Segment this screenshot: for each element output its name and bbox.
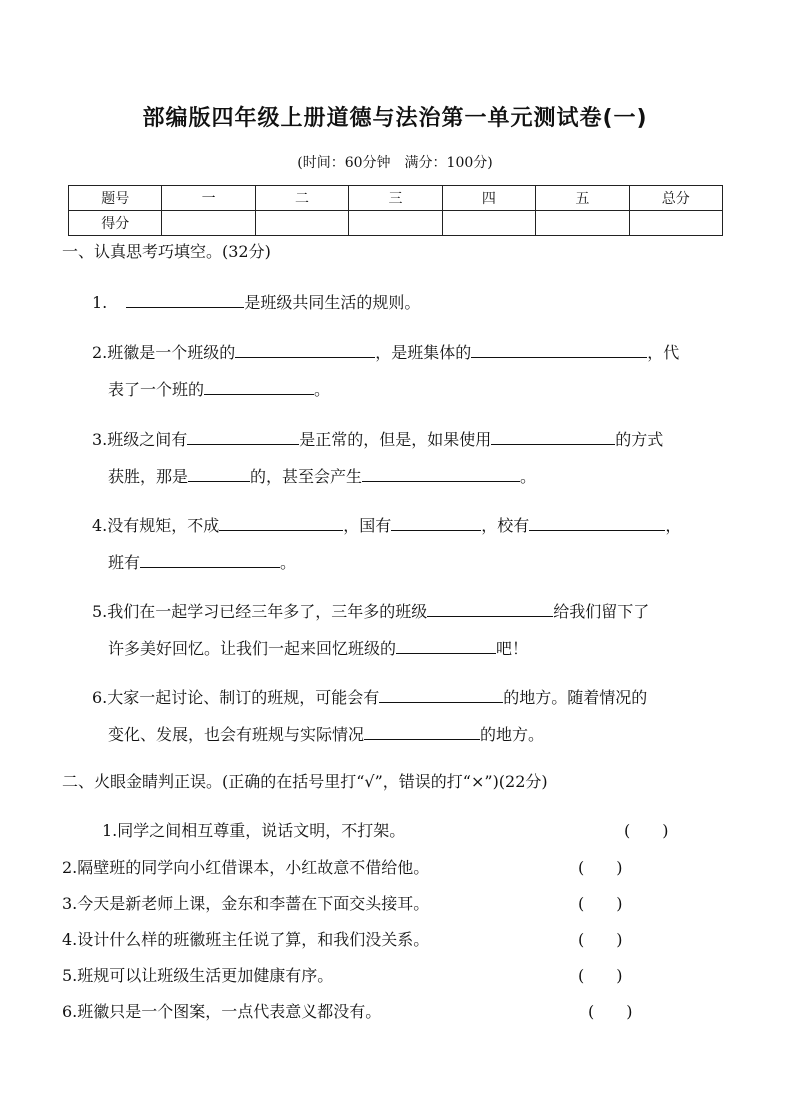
fill-blank[interactable] xyxy=(219,514,343,531)
score-table-score-row xyxy=(69,211,723,236)
score-cell[interactable] xyxy=(162,211,255,236)
score-table-header-cell: 五 xyxy=(536,186,629,211)
question-2-line-1 xyxy=(92,341,679,363)
question-text: 的地方。随着情况的 xyxy=(503,688,648,707)
answer-parentheses[interactable]: ( ) xyxy=(588,1002,633,1021)
judge-item: 1.同学之间相互尊重，说话文明，不打架。 xyxy=(102,821,406,840)
question-text: 给我们留下了 xyxy=(553,602,650,621)
question-text: 的地方。 xyxy=(480,725,545,744)
answer-parentheses[interactable]: ( ) xyxy=(578,966,623,985)
section1-heading: 一、认真思考巧填空。(32分) xyxy=(62,242,271,261)
question-text: ，校有 xyxy=(481,516,530,535)
question-text: 的，甚至会产生 xyxy=(250,467,363,486)
question-text: ， xyxy=(665,516,682,535)
score-cell[interactable] xyxy=(255,211,348,236)
score-table-header-cell: 题号 xyxy=(69,186,162,211)
question-6-line-2 xyxy=(108,723,544,745)
fill-blank[interactable] xyxy=(529,514,665,531)
question-6-line-1 xyxy=(92,686,647,708)
fill-blank[interactable] xyxy=(362,465,520,482)
score-cell[interactable] xyxy=(629,211,722,236)
answer-parentheses[interactable]: ( ) xyxy=(578,858,623,877)
page-title: 部编版四年级上册道德与法治第一单元测试卷(一) xyxy=(142,106,648,131)
score-table-header-row xyxy=(69,186,723,211)
score-cell[interactable] xyxy=(442,211,535,236)
question-text: 。 xyxy=(520,467,537,486)
question-text: 3.班级之间有 xyxy=(92,430,188,449)
fill-blank[interactable] xyxy=(471,341,647,358)
question-text: ，国有 xyxy=(343,516,392,535)
question-text: 吧！ xyxy=(496,639,529,658)
answer-parentheses[interactable]: ( ) xyxy=(578,894,623,913)
fill-blank[interactable] xyxy=(187,428,299,445)
question-text: 是正常的，但是，如果使用 xyxy=(299,430,492,449)
score-table-header-cell: 三 xyxy=(349,186,442,211)
question-text: 2.班徽是一个班级的 xyxy=(92,343,236,362)
fill-blank[interactable] xyxy=(126,291,244,308)
question-text: 6.大家一起讨论、制订的班规，可能会有 xyxy=(92,688,380,707)
score-table-header-cell: 二 xyxy=(255,186,348,211)
question-number: 1. xyxy=(92,293,108,312)
question-text: 的方式 xyxy=(615,430,664,449)
fill-blank[interactable] xyxy=(491,428,615,445)
judge-item: 6.班徽只是一个图案，一点代表意义都没有。 xyxy=(62,1002,382,1021)
judge-item: 3.今天是新老师上课，金东和李蔷在下面交头接耳。 xyxy=(62,894,430,913)
fill-blank[interactable] xyxy=(204,378,314,395)
answer-parentheses[interactable]: ( ) xyxy=(624,821,669,840)
question-3-line-2 xyxy=(108,465,536,487)
question-5-line-2 xyxy=(108,637,528,659)
question-text: 。 xyxy=(280,553,297,572)
question-text: 变化、发展，也会有班规与实际情况 xyxy=(108,725,365,744)
question-text: ，代 xyxy=(647,343,680,362)
judge-item: 5.班规可以让班级生活更加健康有序。 xyxy=(62,966,334,985)
section2-heading: 二、火眼金睛判正误。(正确的在括号里打“√”，错误的打“×”)(22分) xyxy=(62,772,548,791)
judge-item: 2.隔壁班的同学向小红借课本，小红故意不借给他。 xyxy=(62,858,430,877)
question-text: 获胜，那是 xyxy=(108,467,189,486)
question-2-line-2 xyxy=(108,378,330,400)
question-text: 班有 xyxy=(108,553,141,572)
fill-blank[interactable] xyxy=(427,600,553,617)
fill-blank[interactable] xyxy=(140,551,280,568)
fill-blank[interactable] xyxy=(235,341,375,358)
question-3-line-1 xyxy=(92,428,663,450)
score-table xyxy=(68,185,723,236)
question-text: ，是班集体的 xyxy=(375,343,472,362)
fill-blank[interactable] xyxy=(188,465,250,482)
question-5-line-1 xyxy=(92,600,649,622)
answer-parentheses[interactable]: ( ) xyxy=(578,930,623,949)
question-text: 是班级共同生活的规则。 xyxy=(244,293,421,312)
score-table-header-cell: 总分 xyxy=(629,186,722,211)
question-text: 4.没有规矩，不成 xyxy=(92,516,220,535)
score-cell[interactable] xyxy=(536,211,629,236)
fill-blank[interactable] xyxy=(391,514,481,531)
score-row-label: 得分 xyxy=(69,211,162,236)
score-table-header-cell: 一 xyxy=(162,186,255,211)
question-4-line-1 xyxy=(92,514,681,536)
question-text: 。 xyxy=(314,380,331,399)
fill-blank[interactable] xyxy=(396,637,496,654)
question-4-line-2 xyxy=(108,551,296,573)
question-text: 许多美好回忆。让我们一起来回忆班级的 xyxy=(108,639,397,658)
question-1 xyxy=(92,291,420,313)
question-text: 5.我们在一起学习已经三年多了，三年多的班级 xyxy=(92,602,428,621)
judge-item: 4.设计什么样的班徽班主任说了算，和我们没关系。 xyxy=(62,930,430,949)
score-table-header-cell: 四 xyxy=(442,186,535,211)
score-cell[interactable] xyxy=(349,211,442,236)
exam-info: (时间：60分钟 满分：100分) xyxy=(297,155,493,171)
fill-blank[interactable] xyxy=(379,686,503,703)
fill-blank[interactable] xyxy=(364,723,480,740)
question-text: 表了一个班的 xyxy=(108,380,205,399)
